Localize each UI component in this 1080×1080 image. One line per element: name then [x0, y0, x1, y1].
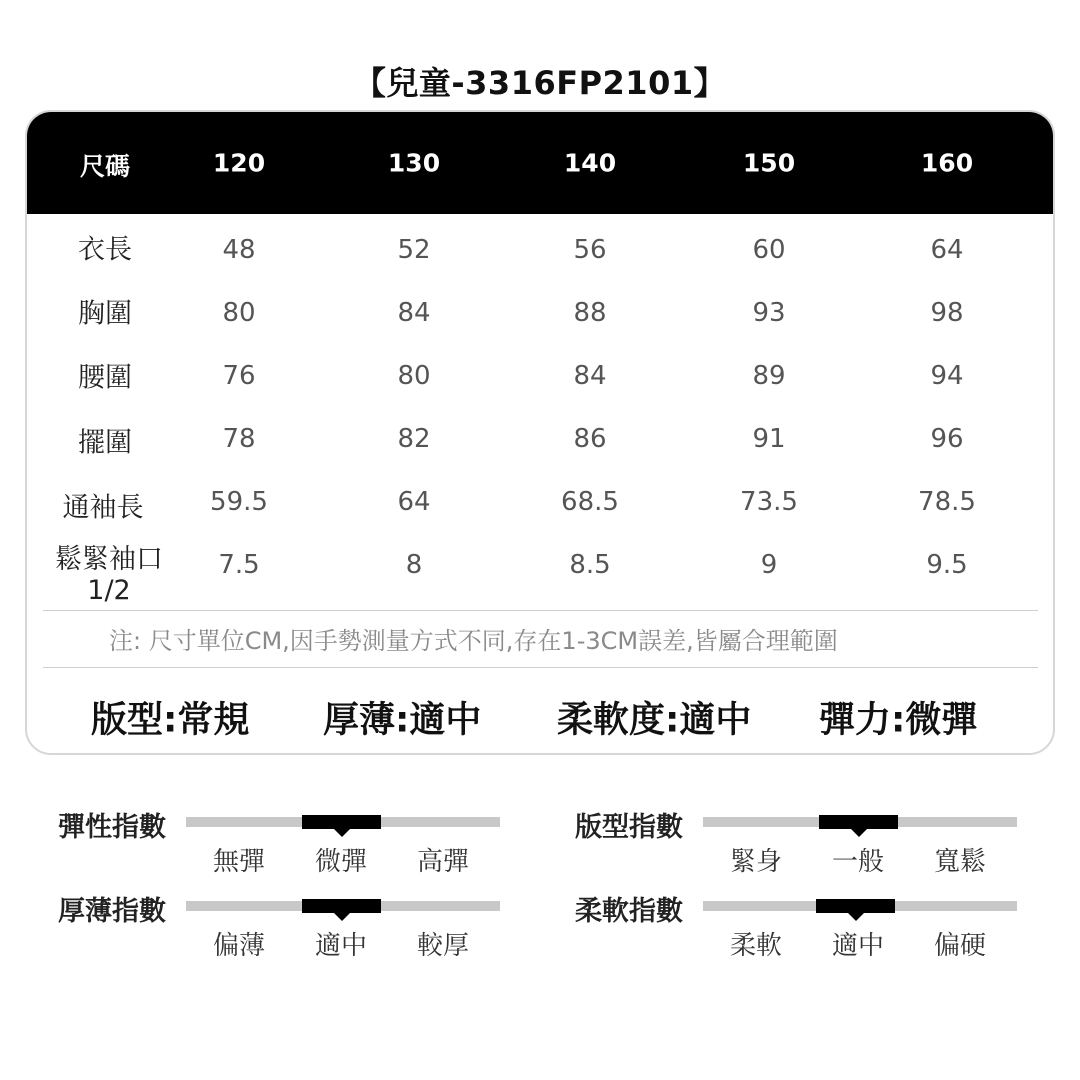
- table-cell: 9.5: [926, 550, 968, 580]
- table-cell: 76: [222, 361, 256, 391]
- table-cell: 59.5: [210, 487, 268, 517]
- table-cell: 91: [752, 424, 786, 454]
- row-label-chest: 胸圍: [78, 298, 132, 330]
- spec-elasticity: 彈力:微彈: [819, 699, 978, 741]
- index-option: 高彈: [416, 847, 470, 877]
- row-label-cuff: 鬆緊袖口 1/2: [55, 544, 163, 606]
- size-header-150: 150: [742, 148, 796, 178]
- index-option: 緊身: [729, 847, 783, 877]
- table-cell: 88: [573, 298, 607, 328]
- table-cell: 78: [222, 424, 256, 454]
- table-cell: 8: [405, 550, 423, 580]
- table-cell: 98: [930, 298, 964, 328]
- table-cell: 68.5: [561, 487, 619, 517]
- index-marker: [816, 899, 895, 913]
- spec-thickness: 厚薄:適中: [323, 699, 482, 741]
- size-header-140: 140: [563, 148, 617, 178]
- index-option: 較厚: [416, 931, 470, 961]
- table-cell: 48: [222, 235, 256, 265]
- row-label-length: 衣長: [78, 234, 132, 266]
- table-cell: 64: [930, 235, 964, 265]
- index-title: 柔軟指數: [575, 896, 683, 927]
- table-cell: 80: [222, 298, 256, 328]
- index-option: 無彈: [212, 847, 266, 877]
- marker-notch: [334, 829, 350, 837]
- table-cell: 84: [397, 298, 431, 328]
- table-cell: 60: [752, 235, 786, 265]
- table-cell: 8.5: [569, 550, 611, 580]
- table-cell: 86: [573, 424, 607, 454]
- index-option: 偏薄: [212, 931, 266, 961]
- table-cell: 89: [752, 361, 786, 391]
- page-title: 【兒童-3316FP2101】: [353, 64, 727, 102]
- size-header-130: 130: [387, 148, 441, 178]
- row-label-sleeve-length: 通袖長: [62, 492, 144, 524]
- index-option: 適中: [831, 931, 885, 961]
- table-cell: 73.5: [740, 487, 798, 517]
- spec-softness: 柔軟度:適中: [557, 699, 752, 741]
- index-title: 彈性指數: [58, 812, 166, 843]
- index-title: 厚薄指數: [58, 896, 166, 927]
- row-label-hem: 擺圍: [78, 427, 132, 459]
- table-cell: 94: [930, 361, 964, 391]
- table-cell: 84: [573, 361, 607, 391]
- index-title: 版型指數: [575, 812, 683, 843]
- row-label-waist: 腰圍: [78, 362, 132, 394]
- marker-notch: [334, 913, 350, 921]
- index-marker: [819, 815, 898, 829]
- index-option: 適中: [314, 931, 368, 961]
- index-option: 偏硬: [933, 931, 987, 961]
- table-cell: 7.5: [218, 550, 260, 580]
- divider: [43, 610, 1038, 611]
- size-header-label: 尺碼: [79, 152, 131, 181]
- table-cell: 64: [397, 487, 431, 517]
- table-cell: 80: [397, 361, 431, 391]
- table-cell: 93: [752, 298, 786, 328]
- marker-notch: [848, 913, 864, 921]
- table-cell: 96: [930, 424, 964, 454]
- table-cell: 9: [760, 550, 778, 580]
- index-option: 一般: [831, 847, 885, 877]
- table-cell: 56: [573, 235, 607, 265]
- index-option: 柔軟: [729, 931, 783, 961]
- table-cell: 82: [397, 424, 431, 454]
- index-option: 寬鬆: [933, 847, 987, 877]
- measurement-note: 注: 尺寸單位CM,因手勢測量方式不同,存在1-3CM誤差,皆屬合理範圍: [109, 627, 838, 655]
- spec-fit: 版型:常規: [91, 699, 250, 741]
- size-header-bar: [27, 112, 1053, 214]
- divider: [43, 667, 1038, 668]
- size-header-160: 160: [920, 148, 974, 178]
- index-marker: [302, 899, 381, 913]
- index-option: 微彈: [314, 847, 368, 877]
- table-cell: 78.5: [918, 487, 976, 517]
- table-cell: 52: [397, 235, 431, 265]
- size-header-120: 120: [212, 148, 266, 178]
- index-marker: [302, 815, 381, 829]
- size-chart-card: [25, 110, 1055, 755]
- marker-notch: [851, 829, 867, 837]
